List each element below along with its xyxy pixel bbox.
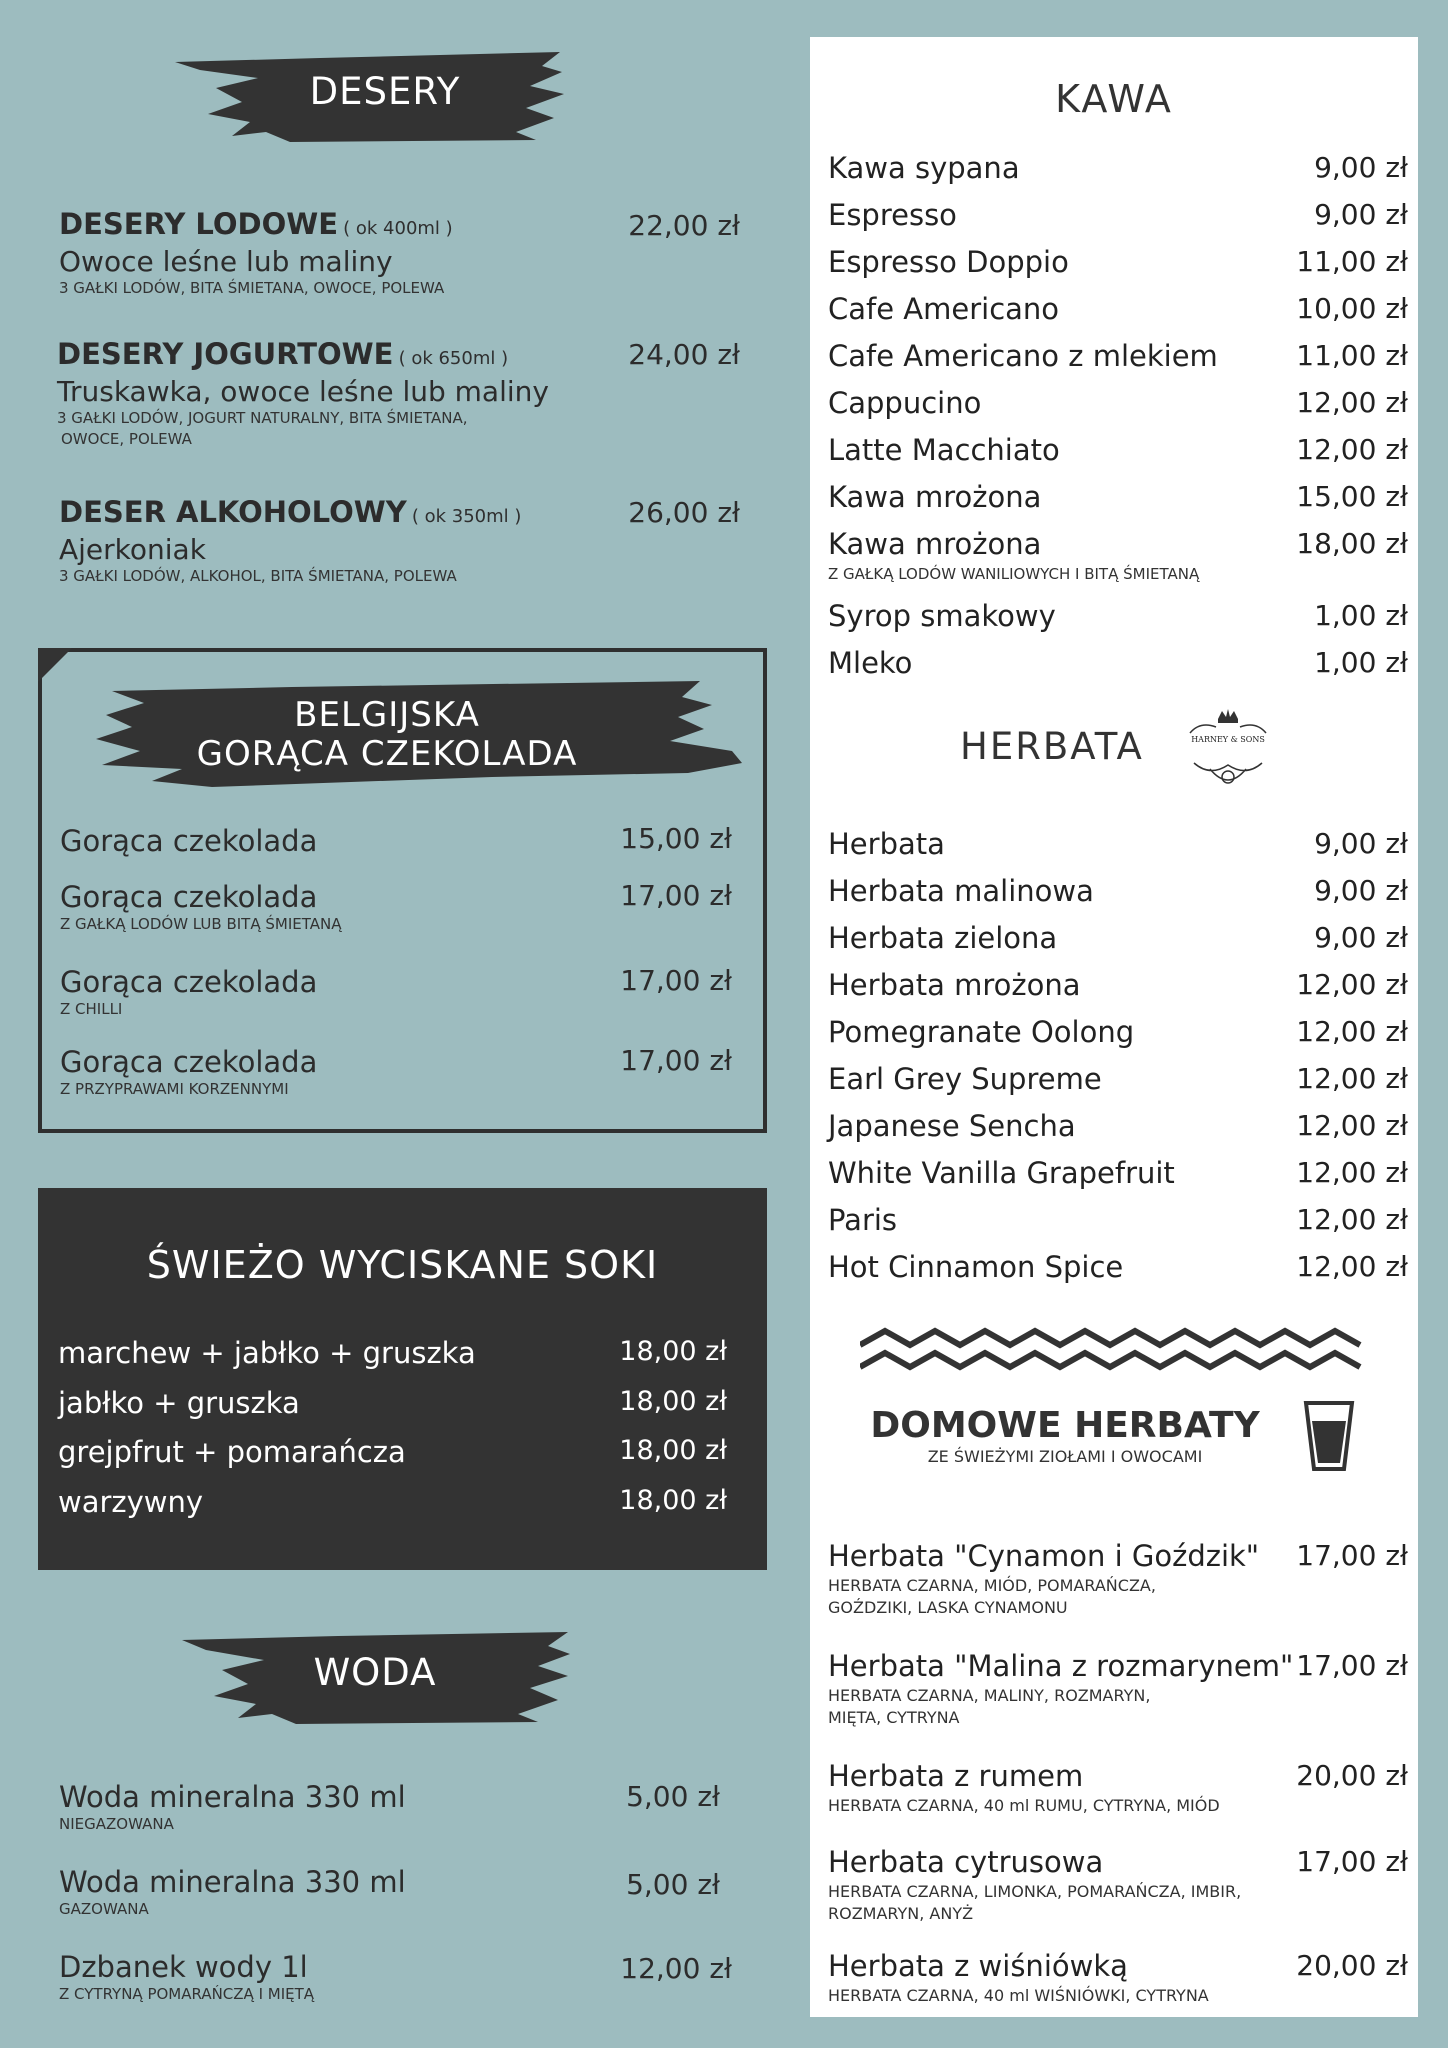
juice-name: marchew + jabłko + gruszka — [58, 1336, 476, 1370]
chocolate-name: Gorąca czekolada — [60, 880, 318, 914]
kawa-title: KAWA — [1055, 77, 1173, 121]
homemade-tea-name: Herbata z rumem — [828, 1759, 1084, 1793]
chocolate-title-line1: BELGIJSKA — [294, 695, 480, 735]
coffee-price: 11,00 zł — [1296, 245, 1408, 278]
coffee-price: 1,00 zł — [1314, 646, 1408, 679]
chocolate-item-3 — [60, 965, 660, 1020]
chocolate-item-2 — [60, 880, 660, 935]
coffee-name: Syrop smakowy — [828, 599, 1056, 633]
dessert-name: DESERY LODOWE — [59, 207, 339, 241]
coffee-row — [828, 527, 1408, 587]
chocolate-price: 17,00 zł — [620, 879, 732, 912]
dessert-desc: 3 GAŁKI LODÓW, JOGURT NATURALNY, BITA ŚMIETANA, — [57, 409, 468, 427]
coffee-name: Latte Macchiato — [828, 433, 1060, 467]
chocolate-price: 17,00 zł — [620, 1044, 732, 1077]
desery-title: DESERY — [309, 70, 461, 113]
coffee-price: 15,00 zł — [1296, 480, 1408, 513]
chocolate-title-line2: GORĄCA CZEKOLADA — [196, 734, 578, 774]
juice-row — [58, 1386, 727, 1426]
coffee-price: 11,00 zł — [1296, 339, 1408, 372]
tea-name: Earl Grey Supreme — [828, 1062, 1102, 1096]
coffee-desc: Z GAŁKĄ LODÓW WANILIOWYCH I BITĄ ŚMIETANĄ — [828, 565, 1200, 583]
tea-name: Hot Cinnamon Spice — [828, 1250, 1124, 1284]
dessert-price: 22,00 zł — [628, 209, 740, 242]
dessert-desc: 3 GAŁKI LODÓW, ALKOHOL, BITA ŚMIETANA, POLEWA — [59, 567, 457, 585]
homemade-tea-row — [828, 1949, 1408, 2009]
juice-row — [58, 1435, 727, 1475]
tea-row — [828, 1203, 1408, 1243]
coffee-price: 18,00 zł — [1296, 527, 1408, 560]
tea-price: 9,00 zł — [1314, 827, 1408, 860]
homemade-tea-desc: MIĘTA, CYTRYNA — [828, 1708, 960, 1727]
homemade-tea-price: 20,00 zł — [1296, 1759, 1408, 1792]
water-desc: NIEGAZOWANA — [59, 1815, 174, 1833]
water-name: Woda mineralna 330 ml — [59, 1865, 406, 1899]
coffee-name: Cafe Americano — [828, 292, 1060, 326]
chocolate-desc: Z GAŁKĄ LODÓW LUB BITĄ ŚMIETANĄ — [60, 915, 342, 933]
water-name: Dzbanek wody 1l — [59, 1950, 308, 1984]
tea-row — [828, 968, 1408, 1008]
homemade-tea-desc: HERBATA CZARNA, MIÓD, POMARAŃCZA, — [828, 1576, 1156, 1595]
homemade-tea-price: 17,00 zł — [1296, 1845, 1408, 1878]
homemade-tea-price: 17,00 zł — [1296, 1539, 1408, 1572]
tea-price: 12,00 zł — [1296, 968, 1408, 1001]
juice-name: grejpfrut + pomarańcza — [58, 1435, 406, 1469]
chocolate-name: Gorąca czekolada — [60, 824, 318, 858]
tea-row — [828, 1109, 1408, 1149]
coffee-row — [828, 198, 1408, 238]
water-price: 5,00 zł — [626, 1780, 720, 1813]
homemade-tea-name: Herbata z wiśniówką — [828, 1949, 1128, 1983]
coffee-price: 1,00 zł — [1314, 599, 1408, 632]
water-desc: Z CYTRYNĄ POMARAŃCZĄ I MIĘTĄ — [59, 1985, 315, 2003]
dessert-variant: Truskawka, owoce leśne lub maliny — [57, 375, 549, 408]
tea-name: White Vanilla Grapefruit — [828, 1156, 1175, 1190]
tea-price: 12,00 zł — [1296, 1156, 1408, 1189]
tea-row — [828, 1062, 1408, 1102]
dessert-price: 26,00 zł — [628, 496, 740, 529]
homemade-tea-desc: HERBATA CZARNA, 40 ml RUMU, CYTRYNA, MIÓD — [828, 1796, 1220, 1815]
woda-title: WODA — [313, 1651, 437, 1694]
tea-name: Japanese Sencha — [828, 1109, 1076, 1143]
juice-price: 18,00 zł — [619, 1435, 727, 1466]
coffee-name: Kawa mrożona — [828, 480, 1042, 514]
juice-price: 18,00 zł — [619, 1386, 727, 1417]
coffee-name: Kawa sypana — [828, 151, 1020, 185]
chocolate-box — [38, 648, 767, 1133]
chocolate-title — [142, 696, 632, 774]
tea-name: Herbata mrożona — [828, 968, 1081, 1002]
tea-name: Herbata malinowa — [828, 874, 1094, 908]
juice-name: warzywny — [58, 1485, 204, 1519]
coffee-name: Kawa mrożona — [828, 527, 1042, 561]
zigzag-divider — [860, 1325, 1370, 1385]
tea-price: 12,00 zł — [1296, 1250, 1408, 1283]
corner-triangle — [38, 648, 78, 688]
homemade-tea-name: Herbata "Malina z rozmarynem" — [828, 1649, 1294, 1683]
coffee-price: 12,00 zł — [1296, 386, 1408, 419]
crown-icon — [1180, 707, 1276, 797]
chocolate-item-1 — [60, 824, 660, 858]
chocolate-name: Gorąca czekolada — [60, 1045, 318, 1079]
coffee-row — [828, 646, 1408, 686]
dessert-desc: 3 GAŁKI LODÓW, BITA ŚMIETANA, OWOCE, POLEWA — [59, 279, 445, 297]
homemade-tea-row — [828, 1649, 1408, 1729]
homemade-tea-row — [828, 1539, 1408, 1619]
tea-row — [828, 874, 1408, 914]
tea-price: 9,00 zł — [1314, 874, 1408, 907]
juice-row — [58, 1336, 727, 1376]
coffee-name: Cafe Americano z mlekiem — [828, 339, 1218, 373]
dessert-price: 24,00 zł — [628, 338, 740, 371]
tea-price: 12,00 zł — [1296, 1109, 1408, 1142]
water-price: 5,00 zł — [626, 1868, 720, 1901]
coffee-row — [828, 339, 1408, 379]
coffee-name: Mleko — [828, 646, 913, 680]
dessert-name: DESER ALKOHOLOWY — [59, 495, 407, 529]
dessert-size: ( ok 350ml ) — [411, 506, 522, 527]
chocolate-price: 15,00 zł — [620, 822, 732, 855]
water-desc: GAZOWANA — [59, 1900, 149, 1918]
dessert-desc: OWOCE, POLEWA — [61, 430, 192, 448]
tea-row — [828, 1015, 1408, 1055]
water-price: 12,00 zł — [620, 1952, 732, 1985]
harney-logo-text: HARNEY & SONS — [1191, 735, 1265, 744]
juices-title: ŚWIEŻO WYCISKANE SOKI — [146, 1243, 659, 1287]
coffee-row — [828, 599, 1408, 639]
homemade-tea-desc: ROZMARYN, ANYŻ — [828, 1904, 974, 1923]
coffee-row — [828, 433, 1408, 473]
chocolate-desc: Z CHILLI — [60, 1000, 123, 1018]
coffee-price: 12,00 zł — [1296, 433, 1408, 466]
homemade-tea-desc: HERBATA CZARNA, 40 ml WIŚNIÓWKI, CYTRYNA — [828, 1986, 1209, 2005]
coffee-row — [828, 245, 1408, 285]
tea-row — [828, 921, 1408, 961]
chocolate-item-4 — [60, 1045, 660, 1100]
homemade-tea-price: 20,00 zł — [1296, 1949, 1408, 1982]
coffee-row — [828, 151, 1408, 191]
water-name: Woda mineralna 330 ml — [59, 1780, 406, 1814]
chocolate-name: Gorąca czekolada — [60, 965, 318, 999]
juices-box — [38, 1188, 767, 1570]
homemade-tea-row — [828, 1845, 1408, 1925]
coffee-name: Espresso Doppio — [828, 245, 1069, 279]
dessert-name: DESERY JOGURTOWE — [57, 337, 394, 371]
right-panel — [810, 37, 1418, 2017]
water-item-2 — [59, 1865, 659, 1920]
tea-name: Herbata — [828, 827, 945, 861]
dessert-variant: Ajerkoniak — [59, 533, 206, 566]
water-item-3 — [59, 1950, 659, 2005]
tea-row — [828, 1156, 1408, 1196]
coffee-row — [828, 386, 1408, 426]
homemade-tea-desc: HERBATA CZARNA, LIMONKA, POMARAŃCZA, IMBIR, — [828, 1882, 1242, 1901]
juice-price: 18,00 zł — [619, 1485, 727, 1516]
coffee-name: Cappucino — [828, 386, 982, 420]
juice-price: 18,00 zł — [619, 1336, 727, 1367]
tea-price: 12,00 zł — [1296, 1203, 1408, 1236]
tea-name: Paris — [828, 1203, 898, 1237]
herbata-title: HERBATA — [960, 725, 1144, 768]
glass-icon — [1300, 1397, 1360, 1477]
tea-price: 12,00 zł — [1296, 1015, 1408, 1048]
juice-name: jabłko + gruszka — [58, 1386, 300, 1420]
chocolate-desc: Z PRZYPRAWAMI KORZENNYMI — [60, 1080, 289, 1098]
domowe-subtitle: ZE ŚWIEŻYMI ZIOŁAMI I OWOCAMI — [927, 1447, 1203, 1466]
chocolate-price: 17,00 zł — [620, 964, 732, 997]
coffee-price: 9,00 zł — [1314, 198, 1408, 231]
harney-logo — [1180, 707, 1276, 797]
coffee-name: Espresso — [828, 198, 957, 232]
tea-price: 12,00 zł — [1296, 1062, 1408, 1095]
homemade-tea-desc: GOŹDZIKI, LASKA CYNAMONU — [828, 1598, 1068, 1617]
coffee-row — [828, 292, 1408, 332]
dessert-size: ( ok 400ml ) — [343, 218, 453, 239]
homemade-tea-name: Herbata "Cynamon i Goździk" — [828, 1539, 1260, 1573]
juice-row — [58, 1485, 727, 1525]
homemade-tea-price: 17,00 zł — [1296, 1649, 1408, 1682]
tea-row — [828, 1250, 1408, 1290]
coffee-price: 10,00 zł — [1296, 292, 1408, 325]
tea-name: Pomegranate Oolong — [828, 1015, 1135, 1049]
coffee-row — [828, 480, 1408, 520]
domowe-title: DOMOWE HERBATY — [870, 1405, 1260, 1446]
tea-name: Herbata zielona — [828, 921, 1058, 955]
water-item-1 — [59, 1780, 659, 1835]
coffee-price: 9,00 zł — [1314, 151, 1408, 184]
homemade-tea-desc: HERBATA CZARNA, MALINY, ROZMARYN, — [828, 1686, 1151, 1705]
homemade-tea-row — [828, 1759, 1408, 1819]
tea-price: 9,00 zł — [1314, 921, 1408, 954]
dessert-variant: Owoce leśne lub maliny — [59, 245, 393, 278]
tea-row — [828, 827, 1408, 867]
dessert-size: ( ok 650ml ) — [398, 348, 509, 369]
homemade-tea-name: Herbata cytrusowa — [828, 1845, 1104, 1879]
